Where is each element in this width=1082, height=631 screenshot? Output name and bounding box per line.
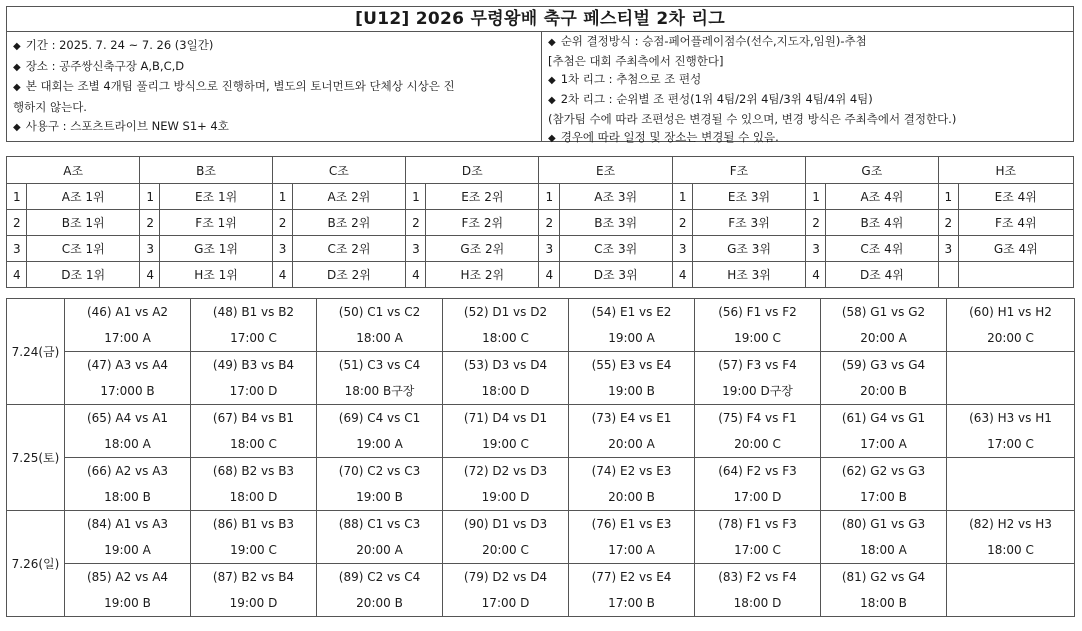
group-team: D조 3위 xyxy=(559,262,672,288)
match-teams: (78) F1 vs F3 xyxy=(695,511,821,538)
match-time-row xyxy=(7,431,1075,458)
group-rank: 1 xyxy=(7,184,27,210)
match-teams: (72) D2 vs D3 xyxy=(443,458,569,485)
match-teams xyxy=(947,458,1075,485)
match-teams: (65) A4 vs A1 xyxy=(65,405,191,432)
group-row xyxy=(7,262,1074,288)
group-team: G조 1위 xyxy=(160,236,272,262)
group-team: H조 3위 xyxy=(692,262,805,288)
group-rank: 2 xyxy=(672,210,692,236)
group-rank: 1 xyxy=(806,184,826,210)
group-rank: 4 xyxy=(272,262,292,288)
page-title: [U12] 2026 무령왕배 축구 페스티벌 2차 리그 xyxy=(6,6,1074,32)
group-rank: 4 xyxy=(806,262,826,288)
group-rank: 2 xyxy=(539,210,559,236)
match-teams: (67) B4 vs B1 xyxy=(191,405,317,432)
group-team: F조 2위 xyxy=(426,210,539,236)
match-time: 17:00 A xyxy=(65,325,191,352)
group-header: C조 xyxy=(272,157,405,184)
group-rank: 3 xyxy=(806,236,826,262)
group-team: F조 1위 xyxy=(160,210,272,236)
match-teams: (47) A3 vs A4 xyxy=(65,352,191,379)
group-table xyxy=(6,156,1074,288)
group-team: E조 2위 xyxy=(426,184,539,210)
group-team: F조 3위 xyxy=(692,210,805,236)
info-left-column xyxy=(7,32,542,141)
match-time: 17:00 A xyxy=(821,431,947,458)
match-teams: (59) G3 vs G4 xyxy=(821,352,947,379)
group-team xyxy=(958,262,1073,288)
match-time: 18:00 D xyxy=(191,484,317,511)
match-teams: (56) F1 vs F2 xyxy=(695,299,821,326)
match-teams: (54) E1 vs E2 xyxy=(569,299,695,326)
info-line: (참가팀 수에 따라 조편성은 변경될 수 있으며, 변경 방식은 주최측에서 결정한다.) xyxy=(548,112,957,126)
group-team: A조 4위 xyxy=(826,184,938,210)
group-rank: 4 xyxy=(140,262,160,288)
info-line: [추첨은 대회 주최측에서 진행한다] xyxy=(548,54,724,68)
group-rank: 2 xyxy=(272,210,292,236)
group-row xyxy=(7,236,1074,262)
match-row xyxy=(7,564,1075,591)
group-header: F조 xyxy=(672,157,805,184)
match-row xyxy=(7,511,1075,538)
info-line: ◆ 사용구 : 스포츠트라이브 NEW S1+ 4호 xyxy=(13,117,535,138)
match-time: 19:00 D xyxy=(443,484,569,511)
match-teams: (70) C2 vs C3 xyxy=(317,458,443,485)
schedule-day: 7.26(일) xyxy=(7,511,65,617)
match-teams: (82) H2 vs H3 xyxy=(947,511,1075,538)
match-teams: (52) D1 vs D2 xyxy=(443,299,569,326)
group-team: C조 4위 xyxy=(826,236,938,262)
match-time: 19:00 B xyxy=(65,590,191,617)
match-time: 19:00 D xyxy=(191,590,317,617)
match-time: 17:00 D xyxy=(443,590,569,617)
group-team: A조 1위 xyxy=(27,184,140,210)
group-team: C조 2위 xyxy=(292,236,405,262)
match-time: 18:00 D xyxy=(443,378,569,405)
match-time xyxy=(947,378,1075,405)
match-teams: (55) E3 vs E4 xyxy=(569,352,695,379)
group-rank: 1 xyxy=(272,184,292,210)
match-teams: (49) B3 vs B4 xyxy=(191,352,317,379)
match-time xyxy=(947,590,1075,617)
match-teams: (85) A2 vs A4 xyxy=(65,564,191,591)
group-rank: 1 xyxy=(539,184,559,210)
group-team: E조 3위 xyxy=(692,184,805,210)
match-time: 20:00 A xyxy=(821,325,947,352)
group-rank: 2 xyxy=(140,210,160,236)
match-time: 17:000 B xyxy=(65,378,191,405)
match-time: 20:00 B xyxy=(569,484,695,511)
match-row xyxy=(7,352,1075,379)
match-time: 18:00 A xyxy=(821,537,947,564)
match-teams: (48) B1 vs B2 xyxy=(191,299,317,326)
group-team: G조 2위 xyxy=(426,236,539,262)
info-line: ◆ 본 대회는 조별 4개팀 풀리그 방식으로 진행하며, 별도의 토너먼트와 단체상 시상은 진 xyxy=(13,77,535,98)
match-time: 19:00 C xyxy=(695,325,821,352)
match-time-row xyxy=(7,325,1075,352)
match-teams: (60) H1 vs H2 xyxy=(947,299,1075,326)
group-team: G조 3위 xyxy=(692,236,805,262)
match-time: 19:00 B xyxy=(569,378,695,405)
group-rank: 3 xyxy=(7,236,27,262)
match-teams: (80) G1 vs G3 xyxy=(821,511,947,538)
match-time: 19:00 D구장 xyxy=(695,378,821,405)
info-line: ◆ 경우에 따라 일정 및 장소는 변경될 수 있음. xyxy=(548,128,1067,148)
group-rank: 1 xyxy=(406,184,426,210)
group-team: E조 4위 xyxy=(958,184,1073,210)
group-rank: 3 xyxy=(272,236,292,262)
match-time-row xyxy=(7,537,1075,564)
match-teams: (50) C1 vs C2 xyxy=(317,299,443,326)
group-header: H조 xyxy=(938,157,1073,184)
group-rank: 1 xyxy=(938,184,958,210)
group-team: D조 4위 xyxy=(826,262,938,288)
match-time: 20:00 B xyxy=(821,378,947,405)
match-teams: (58) G1 vs G2 xyxy=(821,299,947,326)
group-rank: 1 xyxy=(140,184,160,210)
match-time-row xyxy=(7,378,1075,405)
match-time: 19:00 C xyxy=(191,537,317,564)
info-line: ◆ 기간 : 2025. 7. 24 ~ 7. 26 (3일간) xyxy=(13,36,535,57)
match-teams: (79) D2 vs D4 xyxy=(443,564,569,591)
match-time: 20:00 B xyxy=(317,590,443,617)
match-time: 20:00 A xyxy=(569,431,695,458)
match-time: 18:00 B xyxy=(821,590,947,617)
match-teams: (46) A1 vs A2 xyxy=(65,299,191,326)
group-team: D조 2위 xyxy=(292,262,405,288)
group-header: G조 xyxy=(806,157,938,184)
match-time: 18:00 B구장 xyxy=(317,378,443,405)
match-teams: (53) D3 vs D4 xyxy=(443,352,569,379)
match-teams: (51) C3 vs C4 xyxy=(317,352,443,379)
match-row xyxy=(7,299,1075,326)
group-rank: 4 xyxy=(539,262,559,288)
group-team: B조 3위 xyxy=(559,210,672,236)
group-rank: 4 xyxy=(406,262,426,288)
group-team: H조 1위 xyxy=(160,262,272,288)
match-time: 17:00 C xyxy=(191,325,317,352)
match-teams: (90) D1 vs D3 xyxy=(443,511,569,538)
match-time: 17:00 B xyxy=(569,590,695,617)
group-team: C조 1위 xyxy=(27,236,140,262)
match-teams: (76) E1 vs E3 xyxy=(569,511,695,538)
group-header: D조 xyxy=(406,157,539,184)
match-teams: (88) C1 vs C3 xyxy=(317,511,443,538)
group-team: A조 3위 xyxy=(559,184,672,210)
group-rank: 4 xyxy=(672,262,692,288)
group-rank xyxy=(938,262,958,288)
match-row xyxy=(7,405,1075,432)
schedule-day: 7.25(토) xyxy=(7,405,65,511)
match-time: 18:00 A xyxy=(317,325,443,352)
match-teams: (61) G4 vs G1 xyxy=(821,405,947,432)
match-time: 18:00 D xyxy=(695,590,821,617)
group-header: B조 xyxy=(140,157,272,184)
info-right-column xyxy=(542,32,1073,144)
match-time: 19:00 A xyxy=(65,537,191,564)
match-teams: (68) B2 vs B3 xyxy=(191,458,317,485)
match-teams: (71) D4 vs D1 xyxy=(443,405,569,432)
group-rank: 4 xyxy=(7,262,27,288)
match-teams: (89) C2 vs C4 xyxy=(317,564,443,591)
match-time: 19:00 A xyxy=(317,431,443,458)
match-teams: (62) G2 vs G3 xyxy=(821,458,947,485)
match-time: 18:00 A xyxy=(65,431,191,458)
match-teams: (66) A2 vs A3 xyxy=(65,458,191,485)
info-line: ◆ 1차 리그 : 추첨으로 조 편성 xyxy=(548,70,1067,90)
match-teams: (77) E2 vs E4 xyxy=(569,564,695,591)
match-time-row xyxy=(7,484,1075,511)
match-time: 18:00 C xyxy=(947,537,1075,564)
group-row xyxy=(7,184,1074,210)
match-time: 18:00 C xyxy=(443,325,569,352)
match-teams xyxy=(947,564,1075,591)
group-rank: 3 xyxy=(672,236,692,262)
group-team: G조 4위 xyxy=(958,236,1073,262)
match-time: 20:00 A xyxy=(317,537,443,564)
match-teams: (86) B1 vs B3 xyxy=(191,511,317,538)
group-rank: 2 xyxy=(806,210,826,236)
match-time: 17:00 C xyxy=(947,431,1075,458)
group-row xyxy=(7,210,1074,236)
group-team: E조 1위 xyxy=(160,184,272,210)
group-rank: 1 xyxy=(672,184,692,210)
match-time: 18:00 B xyxy=(65,484,191,511)
info-block xyxy=(6,32,1074,142)
match-teams: (83) F2 vs F4 xyxy=(695,564,821,591)
group-rank: 3 xyxy=(938,236,958,262)
match-time: 17:00 D xyxy=(695,484,821,511)
group-rank: 3 xyxy=(539,236,559,262)
group-rank: 2 xyxy=(938,210,958,236)
match-teams: (69) C4 vs C1 xyxy=(317,405,443,432)
schedule-day: 7.24(금) xyxy=(7,299,65,405)
match-time: 19:00 C xyxy=(443,431,569,458)
info-line: ◆ 2차 리그 : 순위별 조 편성(1위 4팀/2위 4팀/3위 4팀/4위 4팀) xyxy=(548,90,1067,110)
group-team: H조 2위 xyxy=(426,262,539,288)
schedule-table xyxy=(6,298,1075,617)
group-team: A조 2위 xyxy=(292,184,405,210)
match-time: 20:00 C xyxy=(947,325,1075,352)
match-teams: (75) F4 vs F1 xyxy=(695,405,821,432)
group-team: C조 3위 xyxy=(559,236,672,262)
match-teams: (87) B2 vs B4 xyxy=(191,564,317,591)
match-time xyxy=(947,484,1075,511)
info-line: ◆ 장소 : 공주쌍신축구장 A,B,C,D xyxy=(13,57,535,78)
group-rank: 3 xyxy=(406,236,426,262)
match-time: 20:00 C xyxy=(695,431,821,458)
match-teams: (81) G2 vs G4 xyxy=(821,564,947,591)
match-row xyxy=(7,458,1075,485)
match-time: 20:00 C xyxy=(443,537,569,564)
group-team: F조 4위 xyxy=(958,210,1073,236)
match-teams: (73) E4 vs E1 xyxy=(569,405,695,432)
group-header: A조 xyxy=(7,157,140,184)
match-teams: (74) E2 vs E3 xyxy=(569,458,695,485)
group-header-row xyxy=(7,157,1074,184)
match-time: 18:00 C xyxy=(191,431,317,458)
match-time: 17:00 A xyxy=(569,537,695,564)
group-header: E조 xyxy=(539,157,672,184)
match-time: 17:00 B xyxy=(821,484,947,511)
match-time-row xyxy=(7,590,1075,617)
info-line: 행하지 않는다. xyxy=(13,99,87,114)
group-team: D조 1위 xyxy=(27,262,140,288)
match-time: 17:00 D xyxy=(191,378,317,405)
match-time: 19:00 A xyxy=(569,325,695,352)
group-team: B조 2위 xyxy=(292,210,405,236)
match-teams: (63) H3 vs H1 xyxy=(947,405,1075,432)
group-team: B조 1위 xyxy=(27,210,140,236)
group-rank: 2 xyxy=(406,210,426,236)
match-teams: (57) F3 vs F4 xyxy=(695,352,821,379)
group-team: B조 4위 xyxy=(826,210,938,236)
match-teams xyxy=(947,352,1075,379)
info-line: ◆ 순위 결정방식 : 승점-페어플레이점수(선수,지도자,임원)-추첨 xyxy=(548,32,1067,52)
match-teams: (84) A1 vs A3 xyxy=(65,511,191,538)
group-rank: 3 xyxy=(140,236,160,262)
match-time: 19:00 B xyxy=(317,484,443,511)
match-time: 17:00 C xyxy=(695,537,821,564)
group-rank: 2 xyxy=(7,210,27,236)
match-teams: (64) F2 vs F3 xyxy=(695,458,821,485)
